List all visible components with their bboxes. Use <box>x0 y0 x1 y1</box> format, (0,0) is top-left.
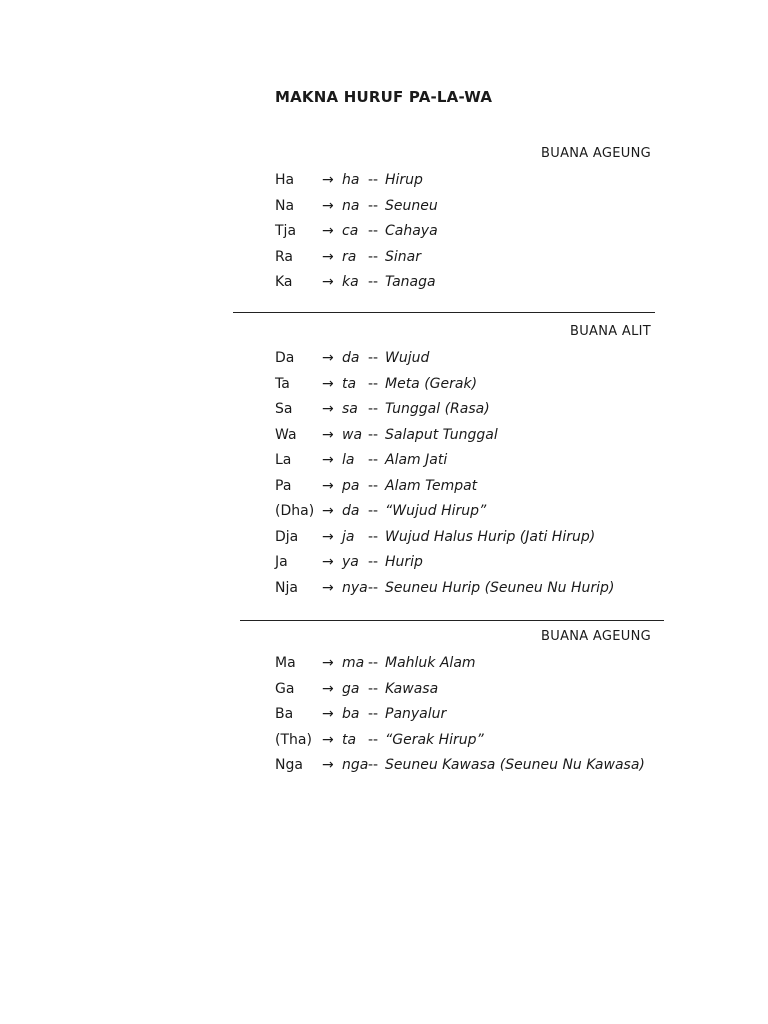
meaning: Tunggal (Rasa) <box>385 401 490 417</box>
meaning: Seuneu Kawasa (Seuneu Nu Kawasa) <box>385 757 645 773</box>
syllable: Ra <box>275 248 293 265</box>
meaning: “Gerak Hirup” <box>385 731 484 748</box>
syllable: Nja <box>275 579 298 596</box>
meaning: Mahluk Alam <box>385 655 476 671</box>
syllable: Da <box>275 350 295 366</box>
syllable: (Tha) <box>275 731 312 748</box>
meaning: Seuneu Hurip (Seuneu Nu Hurip) <box>385 579 615 596</box>
arrow-icon: → <box>322 375 334 392</box>
separator: -- <box>368 197 379 214</box>
latin-reading: ga <box>342 680 360 697</box>
meaning: Cahaya <box>385 223 438 239</box>
latin-reading: la <box>342 452 355 468</box>
syllable: Na <box>275 197 295 214</box>
arrow-icon: → <box>322 248 334 265</box>
latin-reading: sa <box>342 401 358 417</box>
syllable: La <box>275 452 292 468</box>
arrow-icon: → <box>322 274 334 290</box>
latin-reading: ta <box>342 375 357 392</box>
separator: -- <box>368 274 379 290</box>
arrow-icon: → <box>322 554 334 570</box>
meaning: Seuneu <box>385 197 438 214</box>
meaning: Sinar <box>385 248 421 265</box>
syllable: Tja <box>275 223 297 239</box>
separator: -- <box>368 731 379 748</box>
separator: -- <box>368 503 379 519</box>
arrow-icon: → <box>322 528 334 545</box>
separator: -- <box>368 757 379 773</box>
arrow-icon: → <box>322 197 334 214</box>
arrow-icon: → <box>322 477 334 494</box>
latin-reading: wa <box>342 426 363 443</box>
arrow-icon: → <box>322 757 334 773</box>
arrow-icon: → <box>322 503 334 519</box>
meaning: Hurip <box>385 554 423 570</box>
page-title: MAKNA HURUF PA-LA-WA <box>275 88 493 106</box>
latin-reading: ja <box>342 528 355 545</box>
syllable: Ka <box>275 274 293 290</box>
separator: -- <box>368 248 379 265</box>
arrow-icon: → <box>322 426 334 443</box>
latin-reading: pa <box>342 477 360 494</box>
arrow-icon: → <box>322 452 334 468</box>
section-divider <box>233 312 655 313</box>
meaning: Panyalur <box>385 706 447 722</box>
meaning: Alam Jati <box>385 452 448 468</box>
separator: -- <box>368 680 379 697</box>
arrow-icon: → <box>322 401 334 417</box>
syllable: Ga <box>275 680 295 697</box>
latin-reading: ha <box>342 172 360 188</box>
separator: -- <box>368 223 379 239</box>
syllable: Wa <box>275 426 297 443</box>
meaning: Meta (Gerak) <box>385 375 478 392</box>
latin-reading: ya <box>342 554 359 570</box>
syllable: Sa <box>275 401 293 417</box>
separator: -- <box>368 172 379 188</box>
separator: -- <box>368 350 379 366</box>
syllable: Ma <box>275 655 296 671</box>
separator: -- <box>368 554 379 570</box>
meaning: Kawasa <box>385 680 439 697</box>
separator: -- <box>368 706 379 722</box>
separator: -- <box>368 655 379 671</box>
meaning: Tanaga <box>385 274 436 290</box>
syllable: Nga <box>275 757 303 773</box>
latin-reading: ba <box>342 706 360 722</box>
latin-reading: ca <box>342 223 359 239</box>
arrow-icon: → <box>322 223 334 239</box>
syllable: Pa <box>275 477 292 494</box>
latin-reading: nga <box>342 757 369 773</box>
arrow-icon: → <box>322 655 334 671</box>
meaning: “Wujud Hirup” <box>385 503 487 519</box>
section-label: BUANA AGEUNG <box>541 629 651 644</box>
syllable: Ba <box>275 706 294 722</box>
latin-reading: ma <box>342 655 365 671</box>
section-label: BUANA ALIT <box>570 324 651 339</box>
meaning: Wujud <box>385 350 430 366</box>
syllable: (Dha) <box>275 503 315 519</box>
arrow-icon: → <box>322 350 334 366</box>
latin-reading: da <box>342 503 360 519</box>
latin-reading: na <box>342 197 360 214</box>
arrow-icon: → <box>322 680 334 697</box>
separator: -- <box>368 375 379 392</box>
arrow-icon: → <box>322 706 334 722</box>
separator: -- <box>368 401 379 417</box>
section-divider <box>240 620 664 621</box>
section-label: BUANA AGEUNG <box>541 146 651 161</box>
syllable: Dja <box>275 528 299 545</box>
latin-reading: ta <box>342 731 357 748</box>
meaning: Salaput Tunggal <box>385 426 498 443</box>
latin-reading: da <box>342 350 360 366</box>
latin-reading: nya <box>342 579 368 596</box>
arrow-icon: → <box>322 172 334 188</box>
syllable: Ja <box>275 554 288 570</box>
separator: -- <box>368 426 379 443</box>
meaning: Wujud Halus Hurip (Jati Hirup) <box>385 528 596 545</box>
arrow-icon: → <box>322 579 334 596</box>
meaning: Hirup <box>385 172 423 188</box>
separator: -- <box>368 579 379 596</box>
arrow-icon: → <box>322 731 334 748</box>
latin-reading: ra <box>342 248 357 265</box>
latin-reading: ka <box>342 274 359 290</box>
syllable: Ha <box>275 172 295 188</box>
syllable: Ta <box>275 375 290 392</box>
separator: -- <box>368 477 379 494</box>
meaning: Alam Tempat <box>385 477 478 494</box>
separator: -- <box>368 528 379 545</box>
separator: -- <box>368 452 379 468</box>
